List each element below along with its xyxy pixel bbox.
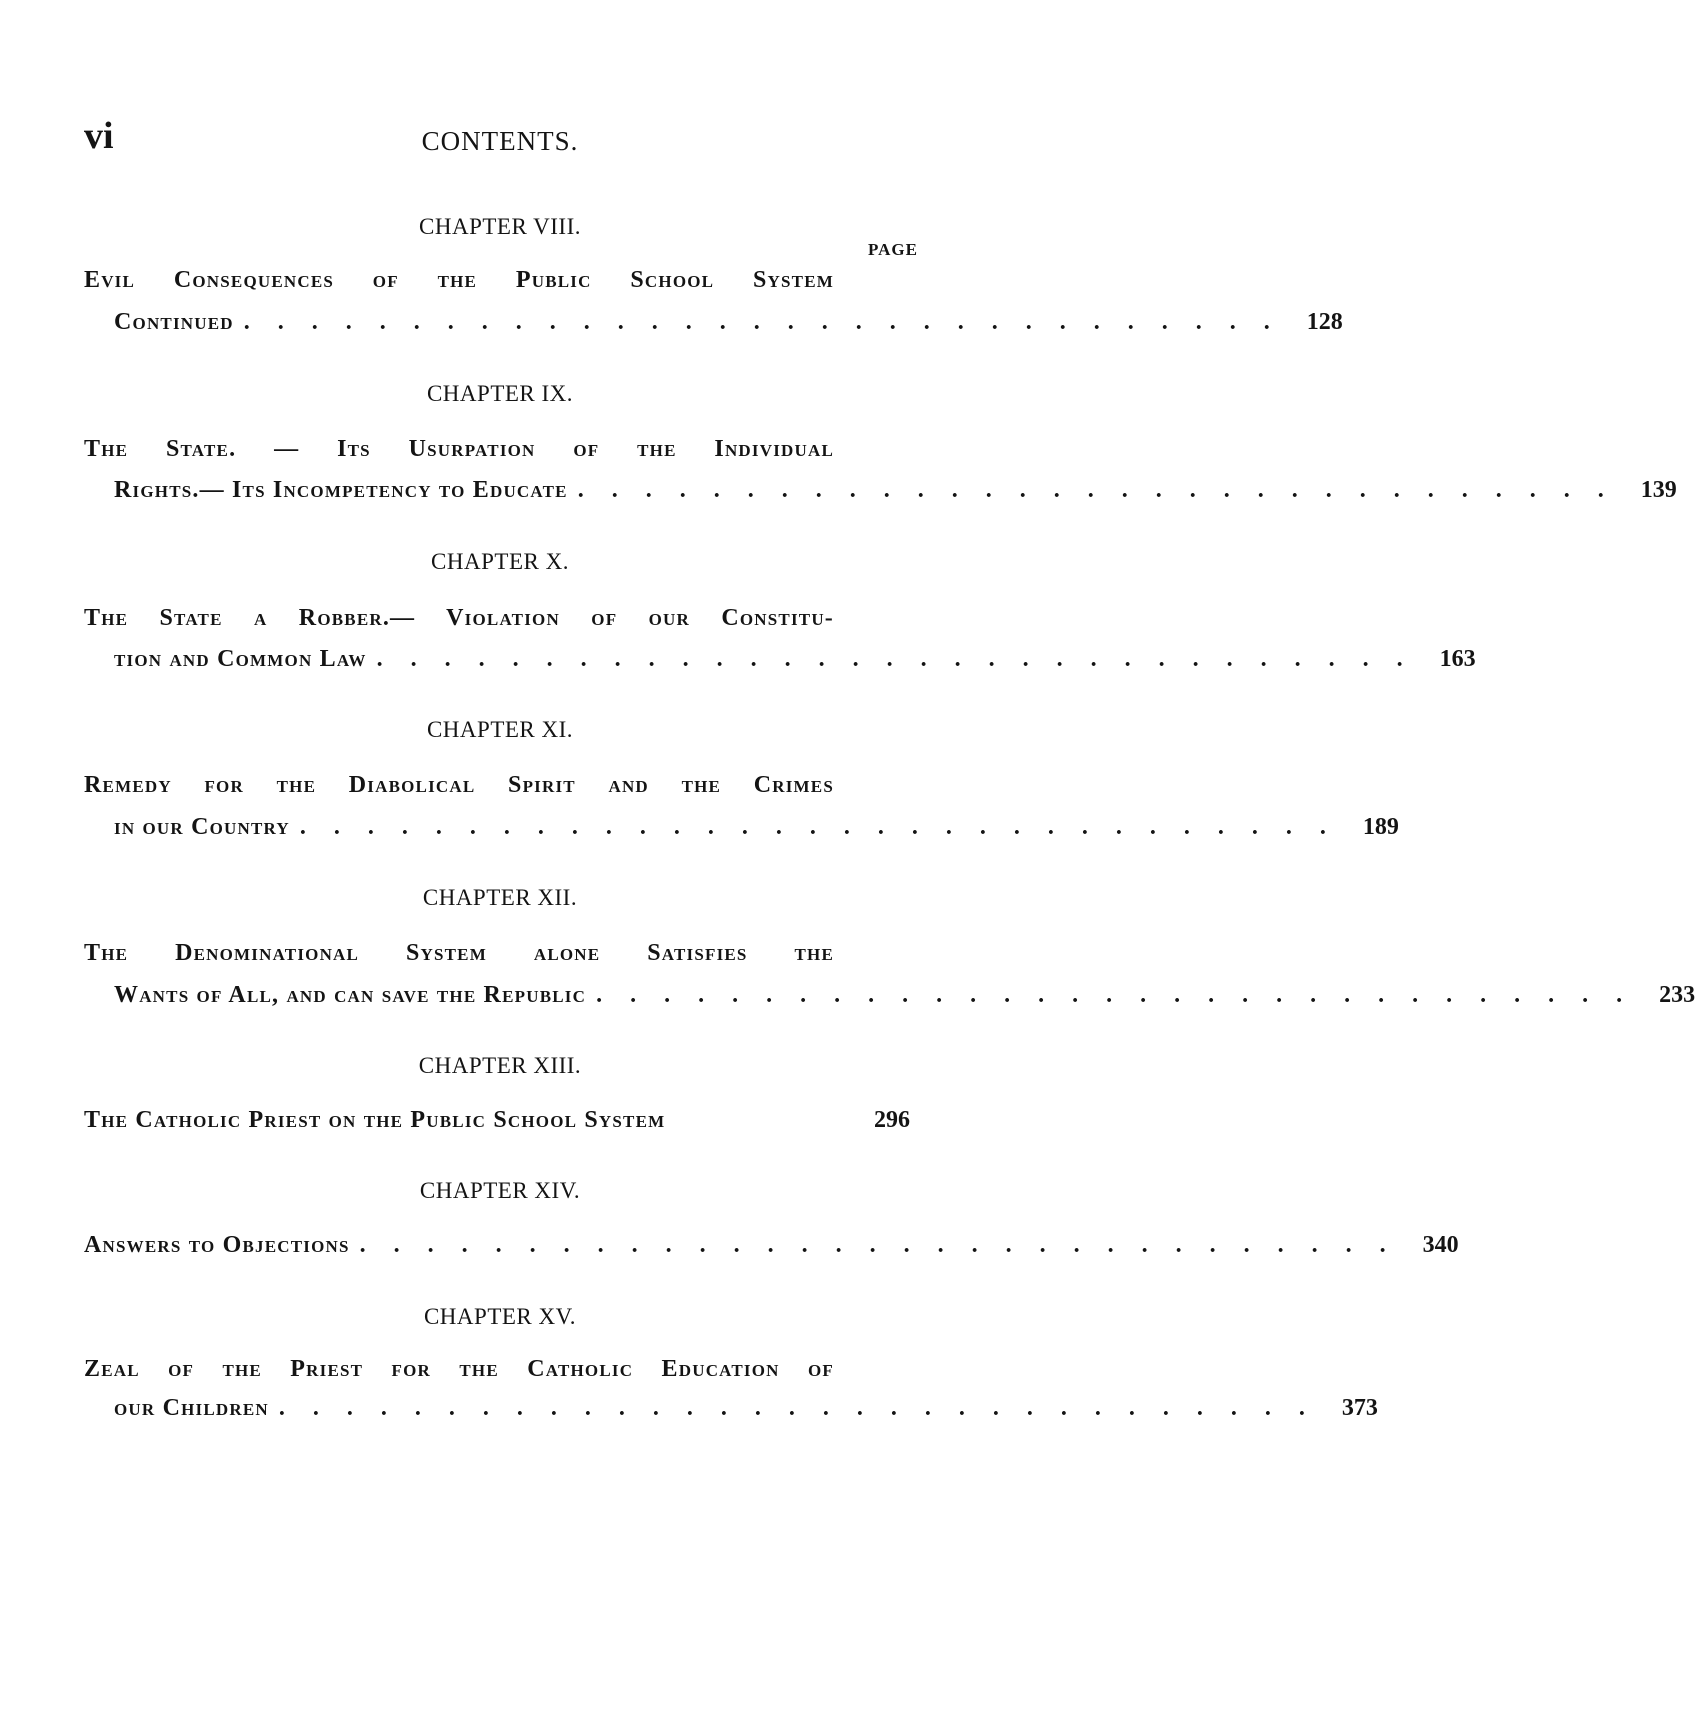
chapter-ix-title-end: Rights.— Its Incompetency to Educate [114, 477, 568, 503]
chapter-x-title-line-1: The State a Robber.— Violation of our Constitu- [84, 605, 834, 631]
chapter-xiv-title-line-1 [84, 1229, 1459, 1261]
chapter-xv-title-end: our Children [114, 1395, 269, 1421]
dot-leader: . . . . . . . . . . . . . . . . . . . . . . . . . . . . . . . [359, 1232, 1397, 1258]
running-title: CONTENTS. [421, 126, 579, 156]
chapter-x-title-end: tion and Common Law [114, 646, 367, 672]
chapter-xii-title-line-1: The Denominational System alone Satisfies the [84, 940, 834, 966]
chapter-heading-x: CHAPTER X. [431, 549, 569, 574]
page-folio: vi [84, 115, 114, 157]
chapter-xv-title-line-1: Zeal of the Priest for the Catholic Education of [84, 1356, 834, 1382]
chapter-xiv-title: Answers to Objections [84, 1232, 350, 1258]
chapter-ix-title-line-1: The State. — Its Usurpation of the Individual [84, 436, 834, 462]
chapter-xv-title-line-2 [114, 1392, 1378, 1424]
chapter-viii-title-line-2 [114, 306, 1343, 338]
chapter-heading-xii: CHAPTER XII. [422, 885, 578, 910]
dot-leader: . . . . . . . . . . . . . . . . . . . . . . . . . . . . . . . [596, 982, 1634, 1008]
chapter-heading-xv: CHAPTER XV. [423, 1304, 577, 1329]
chapter-heading-ix: CHAPTER IX. [426, 381, 574, 406]
chapter-xii-title-line-2 [114, 979, 1695, 1011]
chapter-xiii-page: 296 [874, 1107, 910, 1133]
chapter-xii-page: 233 [1659, 982, 1695, 1008]
chapter-heading-xiii: CHAPTER XIII. [418, 1053, 582, 1078]
dot-leader: . . . . . . . . . . . . . . . . . . . . . . . . . . . . . . . [278, 1395, 1316, 1421]
dot-leader: . . . . . . . . . . . . . . . . . . . . . . . . . . . . . . . [577, 477, 1615, 503]
chapter-xi-title-end: in our Country [114, 814, 290, 840]
chapter-xii-title-end: Wants of All, and can save the Republic [114, 982, 587, 1008]
page-column-label: PAGE [868, 240, 918, 259]
dot-leader [665, 1104, 848, 1136]
dot-leader: . . . . . . . . . . . . . . . . . . . . . . . . . . . . . . . [376, 646, 1414, 672]
chapter-heading-xiv: CHAPTER XIV. [419, 1178, 581, 1203]
chapter-viii-title-line-1: Evil Consequences of the Public School System [84, 267, 834, 293]
chapter-xv-page: 373 [1341, 1395, 1378, 1421]
chapter-xiv-page: 340 [1422, 1232, 1459, 1258]
chapter-heading-viii: CHAPTER VIII. [419, 214, 581, 239]
chapter-x-title-line-2 [114, 643, 1476, 675]
chapter-x-page: 163 [1439, 646, 1476, 672]
dot-leader: . . . . . . . . . . . . . . . . . . . . . . . . . . . . . . . [243, 309, 1281, 335]
chapter-heading-xi: CHAPTER XI. [426, 717, 574, 742]
chapter-ix-page: 139 [1640, 477, 1677, 503]
chapter-viii-title-end: Continued [114, 309, 234, 335]
chapter-xiii-title-line-1 [84, 1104, 910, 1136]
chapter-xiii-title: The Catholic Priest on the Public School System [84, 1107, 666, 1133]
chapter-xi-title-line-1: Remedy for the Diabolical Spirit and the Crimes [84, 772, 834, 798]
chapter-viii-page: 128 [1306, 309, 1343, 335]
dot-leader: . . . . . . . . . . . . . . . . . . . . . . . . . . . . . . . [299, 814, 1337, 840]
chapter-xi-title-line-2 [114, 811, 1399, 843]
chapter-ix-title-line-2 [114, 474, 1677, 506]
chapter-xi-page: 189 [1362, 814, 1399, 840]
